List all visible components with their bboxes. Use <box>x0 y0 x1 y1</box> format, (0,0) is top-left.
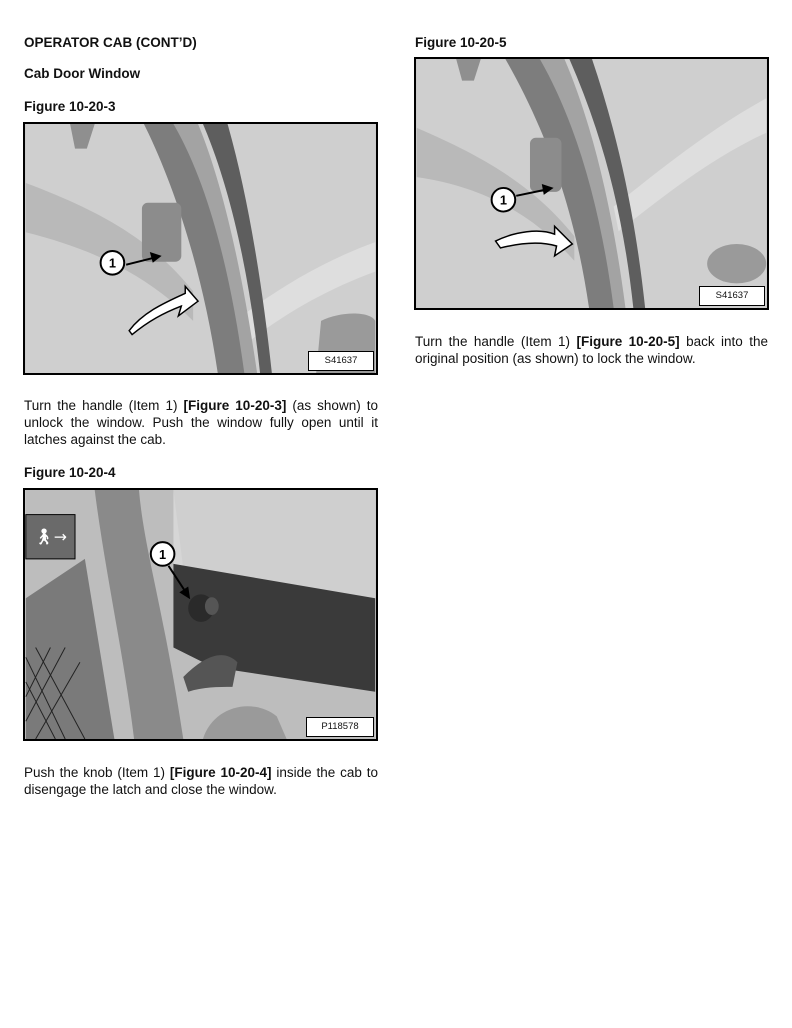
figure-caption: Figure 10-20-3 <box>24 99 116 114</box>
handle-unlock-illustration <box>25 124 376 373</box>
instruction-paragraph-2: Push the knob (Item 1) [Figure 10-20-4] inside the cab to disengage the latch and close the window. <box>24 765 378 797</box>
handle-lock-illustration <box>416 59 767 308</box>
figure-reference: [Figure 10-20-3] <box>183 398 287 413</box>
figure-caption: Figure 10-20-5 <box>415 35 507 50</box>
image-code: S41637 <box>699 286 765 306</box>
instruction-paragraph-1: Turn the handle (Item 1) [Figure 10-20-3] (as shown) to unlock the window. Push the window fully open until it latches against the cab. <box>24 398 378 447</box>
section-title: OPERATOR CAB (CONT’D) <box>24 35 197 50</box>
callout-number: 1 <box>159 546 167 562</box>
figure-reference: [Figure 10-20-4] <box>169 765 272 780</box>
knob-latch-illustration <box>25 490 376 739</box>
figure-caption: Figure 10-20-4 <box>24 465 116 480</box>
figure-10-20-5-image <box>414 57 769 310</box>
figure-10-20-3-image <box>23 122 378 375</box>
instruction-paragraph-3: Turn the handle (Item 1) [Figure 10-20-5] back into the original position (as shown) to lock the window. <box>415 334 768 366</box>
callout-number: 1 <box>108 255 116 271</box>
subsection-title: Cab Door Window <box>24 66 141 81</box>
callout-number: 1 <box>499 192 507 208</box>
image-code: P118578 <box>306 717 374 737</box>
svg-text:🚶︎→: 🚶︎→ <box>33 527 67 547</box>
figure-reference: [Figure 10-20-5] <box>576 334 680 349</box>
figure-10-20-4-image <box>23 488 378 741</box>
image-code: S41637 <box>308 351 374 371</box>
